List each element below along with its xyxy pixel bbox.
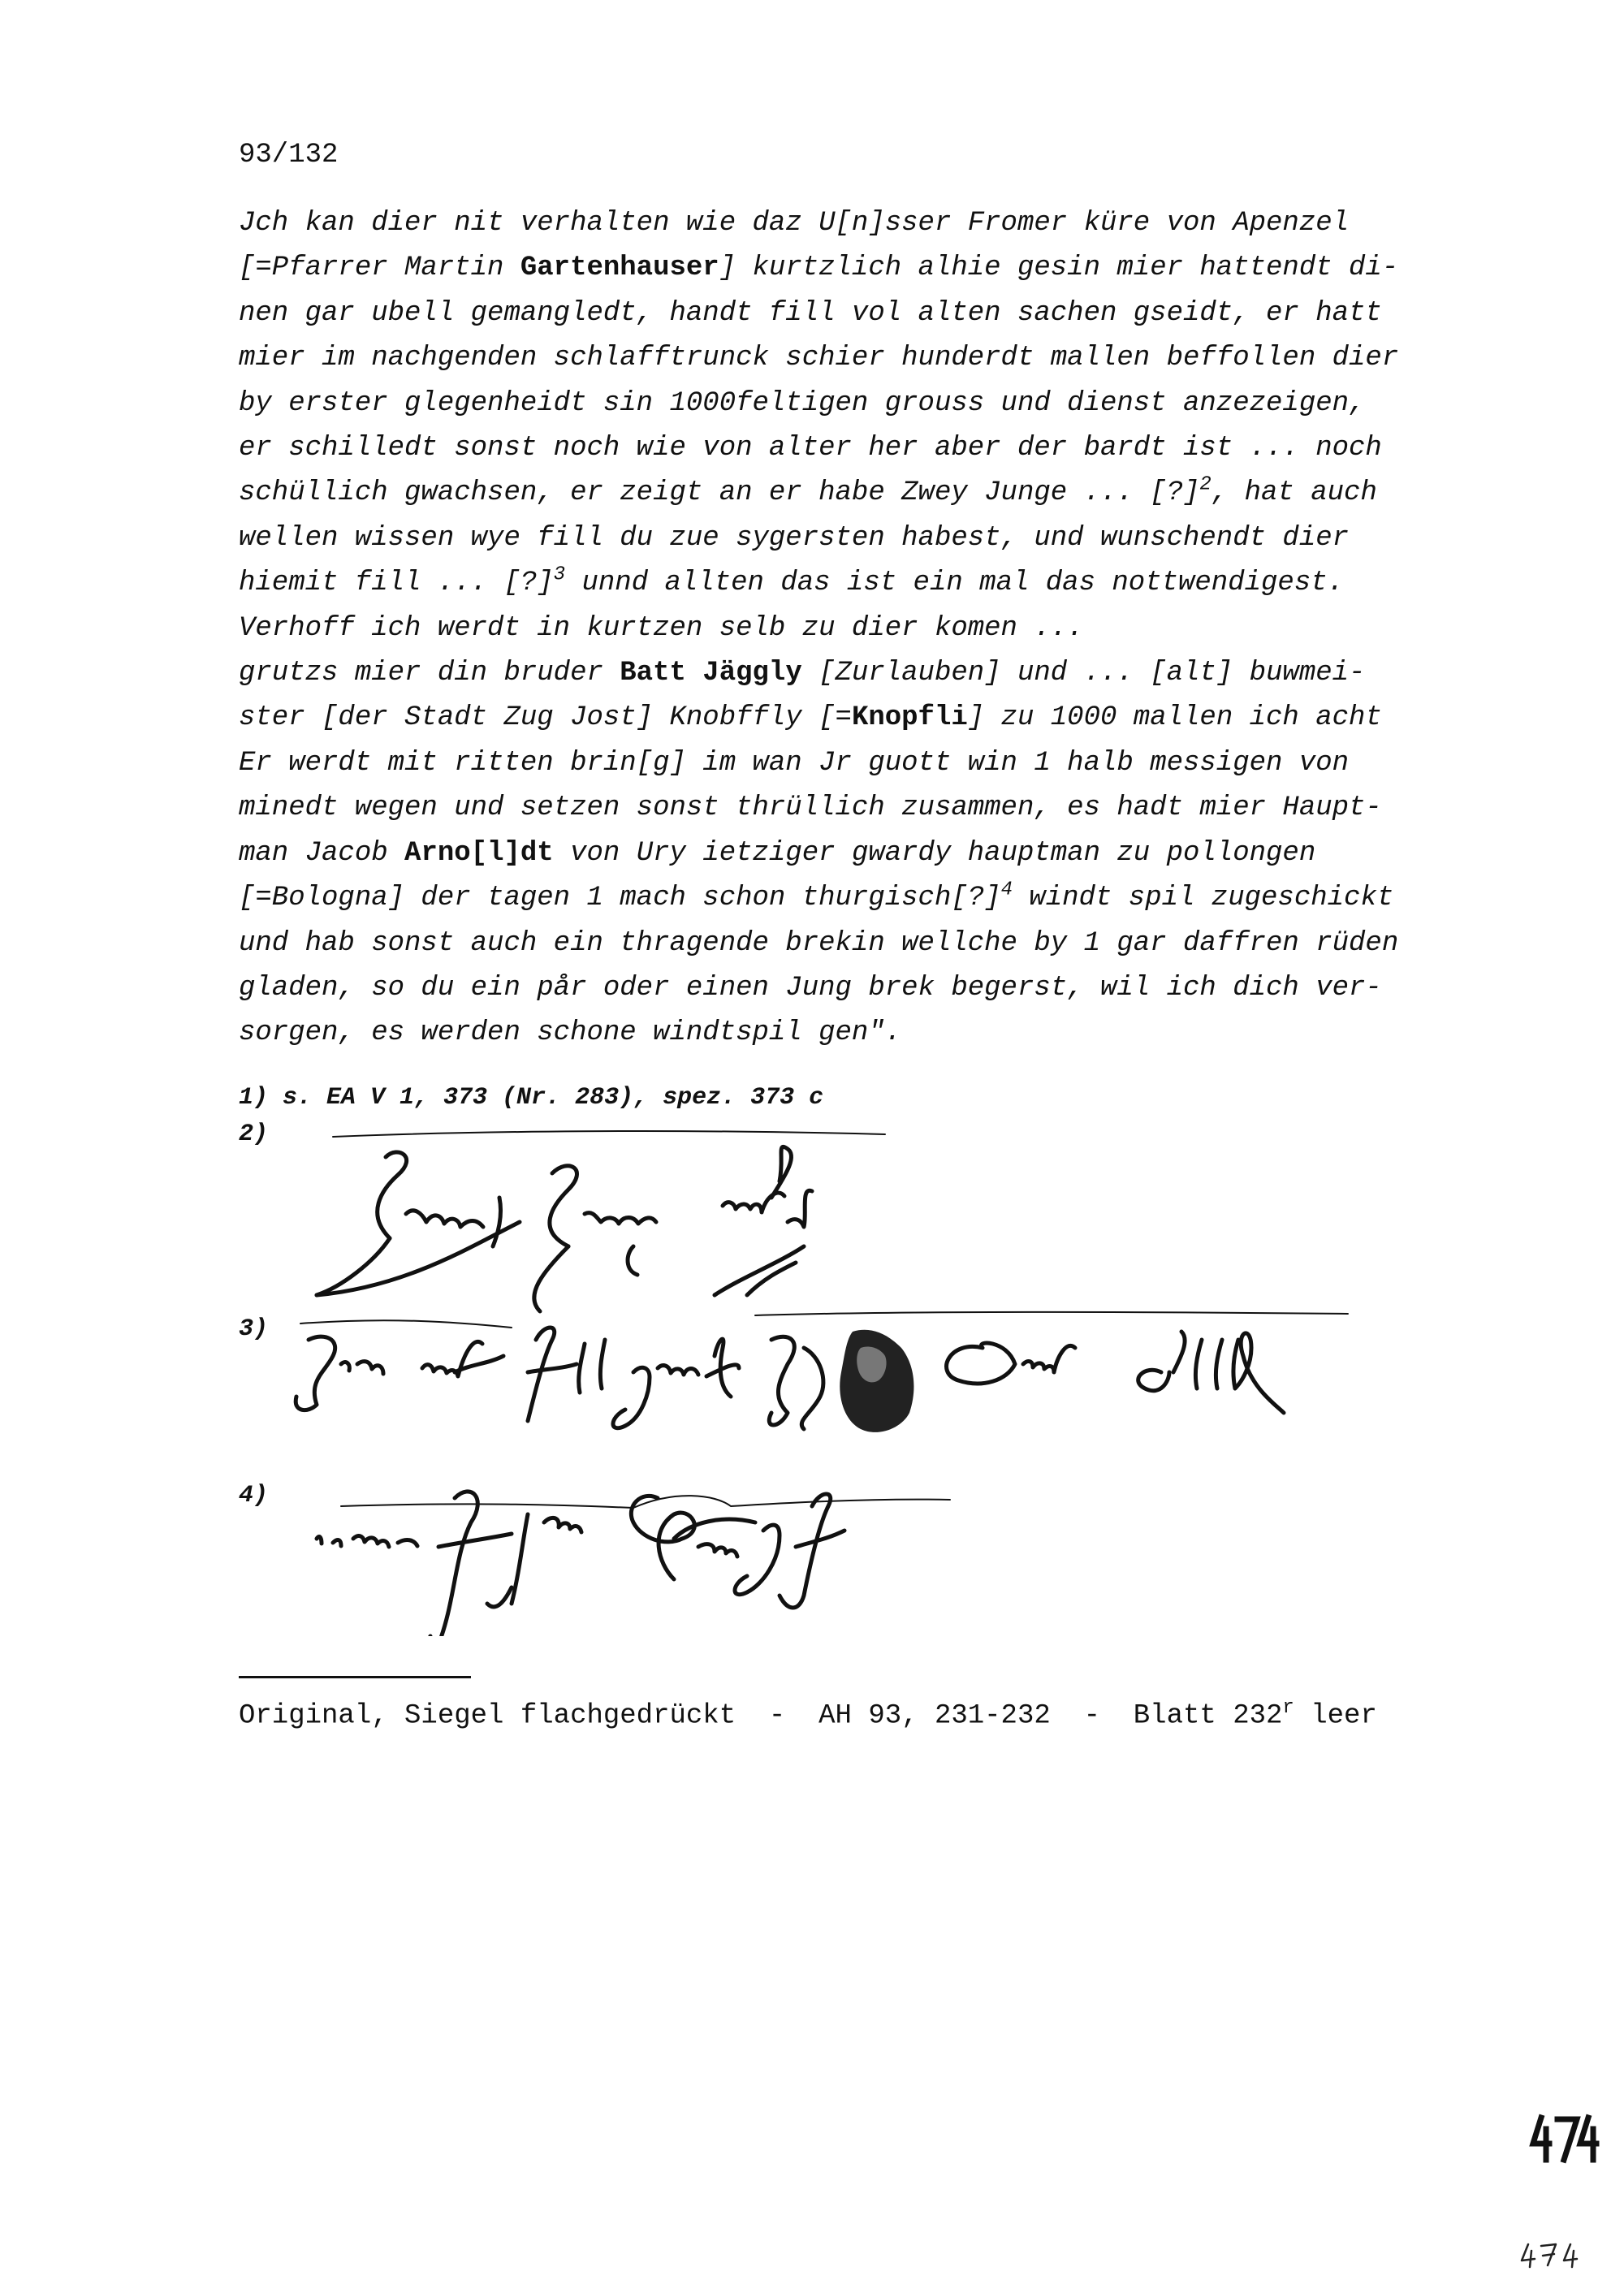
- handwritten-excerpt-3: [292, 1307, 1364, 1470]
- body-line: wellen wissen wye fill du zue sygersten habest, und wunschendt dier: [239, 522, 1350, 554]
- body-line: gladen, so du ein pår oder einen Jung brek begerst, wil ich dich ver-: [239, 972, 1382, 1004]
- body-line: [=Bologna] der tagen 1 mach schon thurgisch[?]$^4$ windt spil zugeschickt: [239, 879, 1394, 914]
- handwritten-excerpt-4: [309, 1474, 958, 1636]
- footnote-1: 1) s. EA V 1, 373 (Nr. 283), spez. 373 c: [239, 1084, 824, 1112]
- body-line: ster [der Stadt Zug Jost] Knobffly [=Knopfli] zu 1000 mallen ich acht: [239, 702, 1382, 734]
- footnote-marker: 3: [553, 564, 566, 586]
- footnote-marker: 2: [1199, 474, 1212, 497]
- footnote-3-label: 3): [239, 1315, 269, 1343]
- person-name: Knopfli: [851, 702, 968, 734]
- handwritten-excerpt-2: [309, 1125, 893, 1319]
- body-line: [=Pfarrer Martin Gartenhauser] kurtzlich alhie gesin mier hattendt di-: [239, 253, 1399, 284]
- body-line: und hab sonst auch ein thragende brekin wellche by 1 gar daffren rüden: [239, 927, 1399, 959]
- body-line: Er werdt mit ritten brin[g] im wan Jr guott win 1 halb messigen von: [239, 747, 1350, 779]
- person-name: Batt Jäggly: [620, 658, 802, 689]
- body-line: Jch kan dier nit verhalten wie daz U[n]sser Fromer küre von Apenzel: [239, 208, 1350, 239]
- footnote-4-label: 4): [239, 1482, 269, 1509]
- page-number-handwritten: [1518, 2239, 1592, 2272]
- body-line: mier im nachgenden schlafftrunck schier hunderdt mallen beffollen dier: [239, 343, 1399, 374]
- body-line: schüllich gwachsen, er zeigt an er habe Zwey Junge ... [?]$^2$, hat auch: [239, 474, 1377, 509]
- letter-transcription: [239, 201, 1481, 1056]
- footer-rule: [239, 1676, 471, 1678]
- body-line: Verhoff ich werdt in kurtzen selb zu dier komen ...: [239, 612, 1084, 644]
- body-line: sorgen, es werden schone windtspil gen".: [239, 1017, 902, 1049]
- body-line: hiemit fill ... [?]$^3$ unnd allten das ist ein mal das nottwendigest.: [239, 564, 1345, 599]
- person-name: Arno[l]dt: [404, 837, 554, 869]
- body-line: by erster glegenheidt sin 1000feltigen grouss und dienst anzezeigen,: [239, 387, 1366, 419]
- document-reference: 93/132: [239, 140, 339, 171]
- body-line: man Jacob Arno[l]dt von Ury ietziger gwardy hauptman zu pollongen: [239, 837, 1316, 869]
- page-number-stamp: [1527, 2111, 1600, 2168]
- body-line: er schilledt sonst noch wie von alter her aber der bardt ist ... noch: [239, 433, 1382, 464]
- footnote-marker: 4: [1000, 879, 1013, 901]
- body-line: nen gar ubell gemangledt, handt fill vol alten sachen gseidt, er hatt: [239, 297, 1382, 329]
- seal-ink-blot: [840, 1330, 914, 1432]
- source-note: Original, Siegel flachgedrückt - AH 93, 231-232 - Blatt 232$^r$ leer: [239, 1697, 1377, 1732]
- body-line: minedt wegen und setzen sonst thrüllich zusammen, es hadt mier Haupt-: [239, 792, 1382, 824]
- footnote-2-label: 2): [239, 1121, 269, 1148]
- body-line: grutzs mier din bruder Batt Jäggly [Zurlauben] und ... [alt] buwmei-: [239, 658, 1366, 689]
- recto-marker: r: [1282, 1697, 1294, 1719]
- person-name: Gartenhauser: [520, 253, 719, 284]
